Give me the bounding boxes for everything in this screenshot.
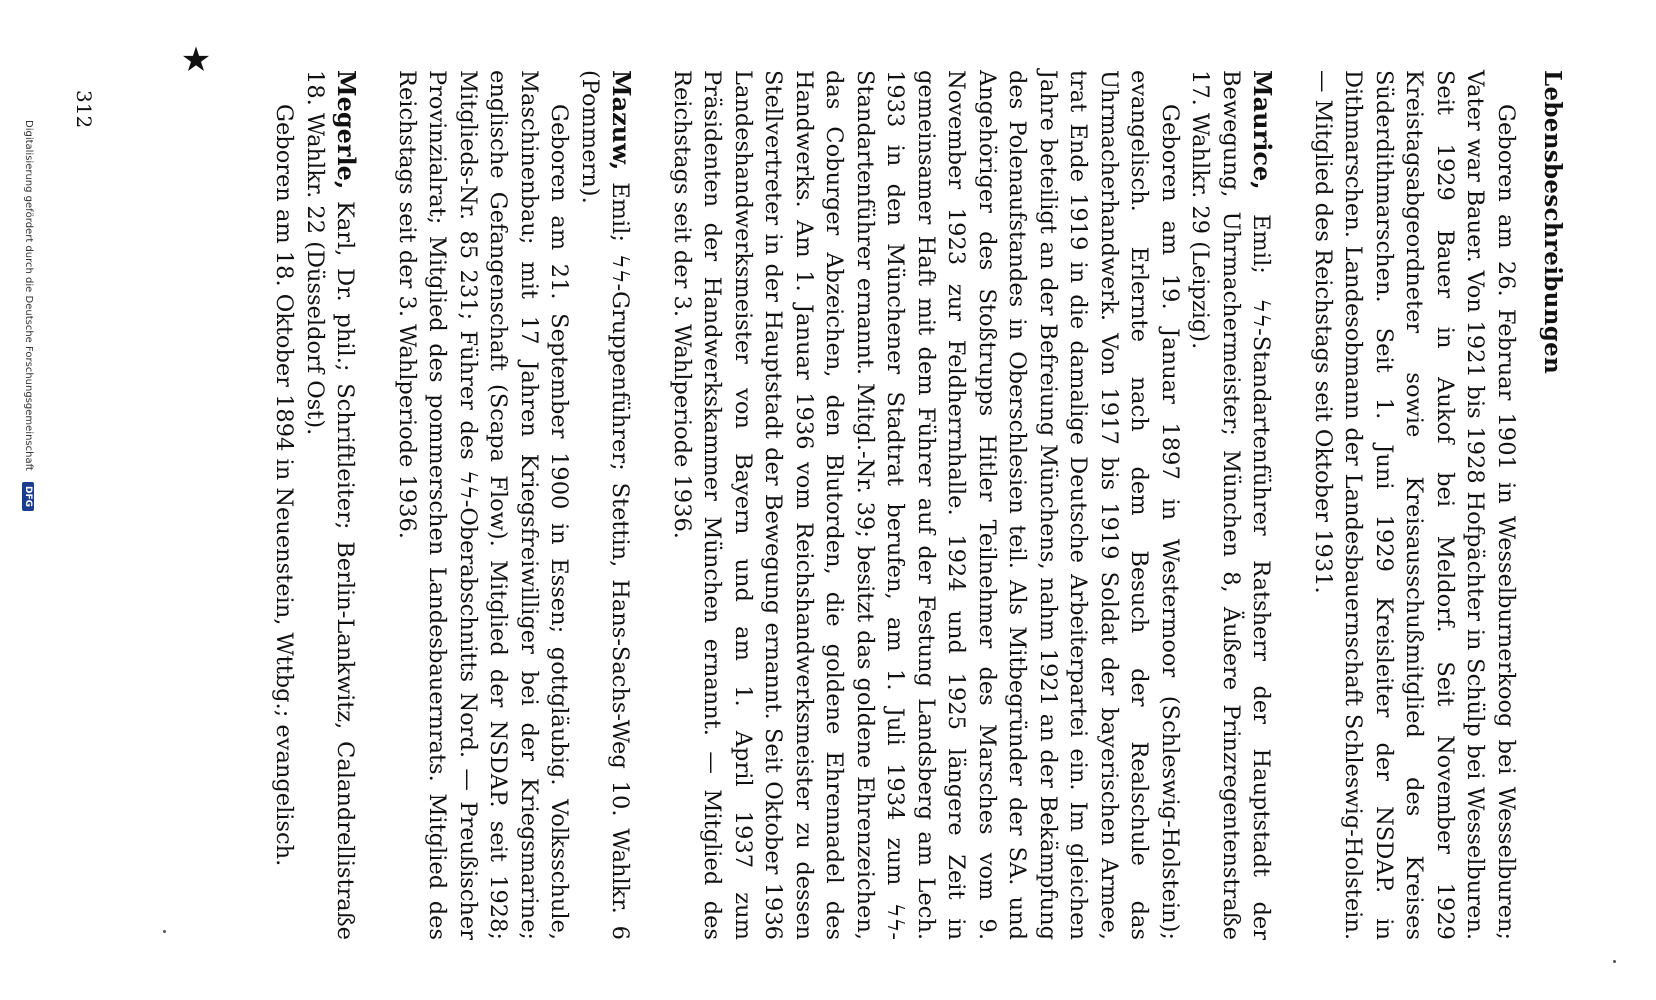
- entry-body: Geboren am 21. September 1900 in Essen; gottgläubig. Volksschule, Maschinenbau; mit 17 Jahren Kriegsfreiwilliger bei der Kriegsmarine; englische Gefangenschaft (Scapa Flow). Mitglied der NSDAP. seit 1928; Mitglieds-Nr. 85 231; Führer des ϟϟ-Oberabschnitts Nord. — Preußischer Provinzialrat; Mitglied des pommerschen Landesbauernrats. Mitglied des Reichstags seit der 3. Wahlperiode 1936.: [394, 70, 573, 940]
- entry-mazuw: [392, 70, 637, 940]
- entry-header: [1185, 70, 1278, 940]
- entry-header: [300, 70, 362, 940]
- star-icon: ★: [180, 40, 212, 81]
- digitization-credit-text: Digitalisierung gefördert durch die Deutsche Forschungsgemeinschaft: [23, 120, 34, 471]
- entry-body: Geboren am 18. Oktober 1894 in Neuenstein, Wttbg.; evangelisch.: [271, 104, 298, 867]
- entry-maurice: [667, 70, 1278, 940]
- entry-name: Maurice,: [1248, 70, 1278, 190]
- entry-body: Geboren am 19. Januar 1897 in Westermoor (Schleswig-Holstein); evangelisch. Erlernte nach dem Besuch der Realschule das Uhrmacherhandwerk. Von 1917 bis 1919 Soldat der bayerischen Armee, trat Ende 1919 in die damalige Deutsche Arbeiterpartei ein. Im gleichen Jahre beteiligt an der Befreiung Münchens, nahm 1921 an der Bekämpfung des Polenaufstandes in Oberschlesien teil. Als Mitbegründer der SA. und Angehöriger des Stoßtrupps Hitler Teilnehmer des Marsches vom 9. November 1923 zur Feldherrnhalle. 1924 und 1925 längere Zeit in gemeinsamer Haft mit dem Führer auf der Festung Landsberg am Lech. 1933 in den Münchener Stadtrat berufen, am 1. Juli 1934 zum ϟϟ-Standartenführer ernannt. Mitgl.-Nr. 39; besitzt das goldene Ehrenzeichen, das Coburger Abzeichen, den Blutorden, die goldene Ehrennadel des Handwerks. Am 1. Januar 1936 vom Reichshandwerksmeister zu dessen Stellvertreter in der Hauptstadt der Bewegung ernannt. Seit Oktober 1936 Landeshandwerksmeister von Bayern und am 1. April 1937 zum Präsidenten der Handwerkskammer München ernannt. — Mitglied des Reichstags seit der 3. Wahlperiode 1936.: [669, 70, 1183, 940]
- scan-speck: [163, 930, 166, 933]
- scan-speck: [1613, 960, 1616, 963]
- running-head: Lebensbeschreibungen: [1539, 70, 1566, 375]
- page-content: [269, 70, 1521, 940]
- continued-paragraph: Geboren am 26. Februar 1901 in Wesselburnerkoog bei Wesselburen; Vater war Bauer. Von 1921 bis 1928 Hofpächter in Schülp bei Wesselburen. Seit 1929 Bauer in Aukof bei Meldorf. Seit November 1929 Kreistagsabgeordneter sowie Kreisausschußmitglied des Kreises Süderdithmarschen. Seit 1. Juni 1929 Kreisleiter der NSDAP. in Dithmarschen. Landesobmann der Landesbauernschaft Schleswig-Holstein. — Mitglied des Reichstags seit Oktober 1931.: [1310, 70, 1519, 940]
- entry-header-text: Emil; ϟϟ-Gruppenführer; Stettin, Hans-Sachs-Weg 10. Wahlkr. 6 (Pommern).: [577, 70, 634, 940]
- dfg-logo: DFG: [22, 482, 34, 511]
- entry-header-text: Emil; ϟϟ-Standartenführer Ratsherr der Hauptstadt der Bewegung, Uhrmachermeister; München 8, Äußere Prinzregentenstraße 17. Wahlkr. 29 (Leipzig).: [1187, 70, 1275, 940]
- entry-name: Megerle,: [332, 70, 362, 190]
- entry-header-text: Karl, Dr. phil.; Schriftleiter; Berlin-Lankwitz, Calandrellistraße 18. Wahlkr. 22 (Düsseldorf Ost).: [302, 70, 359, 940]
- page-number: 312: [72, 90, 96, 129]
- digitization-credit: [22, 120, 34, 980]
- entry-megerle: [269, 70, 362, 940]
- entry-header: [575, 70, 637, 940]
- entry-name: Mazuw,: [607, 70, 637, 171]
